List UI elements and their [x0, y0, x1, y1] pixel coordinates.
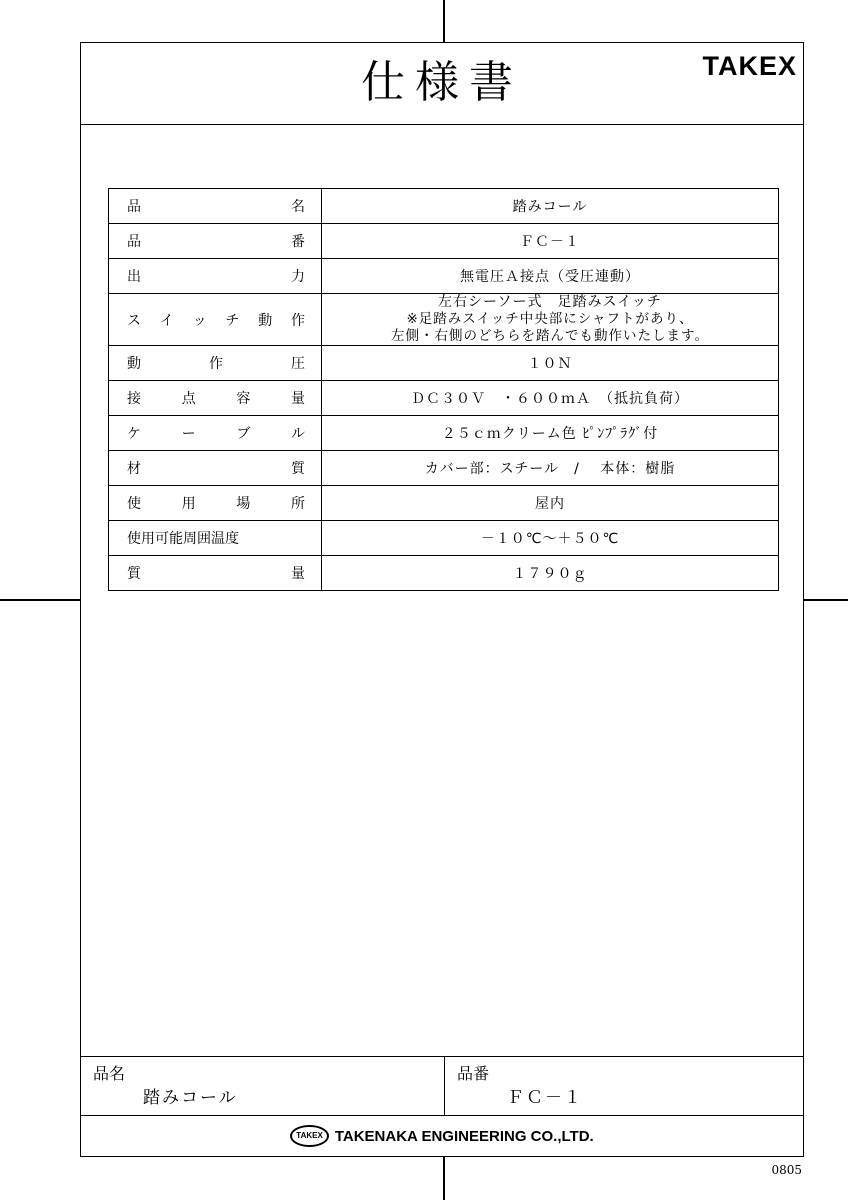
- product-name-cell: [81, 1057, 445, 1116]
- title-block: [81, 1056, 803, 1157]
- spec-value: [322, 556, 779, 591]
- spec-label-char: 圧: [291, 356, 305, 372]
- spec-label-char: 容: [236, 391, 251, 407]
- spec-label-char: イ: [159, 312, 174, 329]
- spec-label-char: 動: [258, 312, 273, 329]
- spec-label-char: チ: [225, 312, 240, 329]
- spec-label-char: 材: [127, 461, 141, 477]
- spec-value-line: 左側・右側のどちらを踏んでも動作いたします。: [391, 328, 709, 344]
- spec-label-char: 質: [291, 461, 305, 477]
- takex-logo: TAKEX: [290, 1125, 329, 1147]
- table-row: [109, 224, 779, 259]
- spec-value: [322, 189, 779, 224]
- spec-value-line: 左右シーソー式 足踏みスイッチ: [438, 294, 662, 310]
- spec-value-line: 踏みコール: [512, 199, 588, 215]
- spec-label-char: 名: [291, 199, 305, 215]
- crop-mark-right: [804, 599, 848, 601]
- spec-value-line: 無電圧Ａ接点（受圧連動）: [460, 269, 640, 285]
- spec-label: [109, 416, 322, 451]
- spec-label-char: ブ: [236, 426, 251, 442]
- spec-value: [322, 451, 779, 486]
- spec-label: [109, 381, 322, 416]
- spec-value: [322, 416, 779, 451]
- table-row: [109, 346, 779, 381]
- table-row: [109, 259, 779, 294]
- table-row: [109, 381, 779, 416]
- spec-label-char: 量: [291, 566, 305, 582]
- spec-value: [322, 521, 779, 556]
- document-code: 0805: [771, 1163, 802, 1177]
- spec-sheet: [80, 42, 804, 1157]
- table-row: [109, 521, 779, 556]
- spec-label-char: 作: [209, 356, 223, 372]
- crop-mark-top: [443, 0, 445, 42]
- spec-label: [109, 224, 322, 259]
- spec-value-line: ＦＣ－１: [520, 234, 580, 250]
- spec-label-char: 点: [181, 391, 196, 407]
- spec-value-line: 屋内: [535, 496, 565, 512]
- spec-value-line: ※足踏みスイッチ中央部にシャフトがあり、: [406, 311, 694, 327]
- spec-label-char: 作: [290, 312, 305, 329]
- spec-label-char: 使: [127, 496, 141, 512]
- product-number-cell: [445, 1057, 803, 1116]
- spec-value: [322, 486, 779, 521]
- spec-label: [109, 259, 322, 294]
- table-row: [109, 416, 779, 451]
- crop-mark-bottom: [443, 1157, 445, 1200]
- spec-label: [109, 294, 322, 346]
- spec-label-char: 場: [236, 496, 251, 512]
- spec-label-char: 品: [127, 234, 141, 250]
- spec-label-char: ル: [290, 426, 305, 442]
- spec-value-line: １０Ｎ: [527, 356, 573, 372]
- spec-label: [109, 521, 322, 556]
- spec-value-line: １７９０ｇ: [512, 566, 588, 582]
- spec-value: [322, 259, 779, 294]
- table-row: [109, 486, 779, 521]
- spec-table: [108, 188, 779, 591]
- spec-value: [322, 381, 779, 416]
- spec-label-char: ー: [181, 426, 196, 442]
- product-number-caption: 品番: [457, 1064, 490, 1083]
- spec-label-char: ケ: [127, 426, 141, 442]
- spec-label-char: 量: [290, 391, 305, 407]
- page-title: 仕様書: [361, 57, 523, 108]
- spec-value-line: －１０℃～＋５０℃: [480, 531, 620, 547]
- spec-label-char: ス: [127, 312, 141, 329]
- brand-logo: TAKEX: [702, 51, 797, 81]
- spec-label: [109, 556, 322, 591]
- spec-label: [109, 451, 322, 486]
- spec-label: [109, 346, 322, 381]
- spec-label-char: 出: [127, 269, 141, 285]
- spec-label-char: 所: [290, 496, 305, 512]
- spec-label-char: 番: [291, 234, 305, 250]
- product-number-value: ＦＣ－１: [507, 1088, 583, 1108]
- crop-mark-left: [0, 599, 80, 601]
- spec-label-char: 用: [181, 496, 196, 512]
- spec-label: [109, 189, 322, 224]
- table-row: [109, 294, 779, 346]
- spec-value-line: ＤＣ３０Ｖ ・６００ｍＡ （抵抗負荷）: [411, 391, 689, 407]
- table-row: [109, 189, 779, 224]
- table-row: [109, 556, 779, 591]
- spec-value: [322, 224, 779, 259]
- spec-value-line: カバー部：スチール / 本体：樹脂: [424, 461, 676, 477]
- product-name-caption: 品名: [93, 1064, 126, 1083]
- spec-label-char: 力: [291, 269, 305, 285]
- spec-value: [322, 294, 779, 346]
- spec-value: [322, 346, 779, 381]
- table-row: [109, 451, 779, 486]
- spec-label-char: 接: [127, 391, 141, 407]
- company-name: TAKENAKA ENGINEERING CO.,LTD.: [334, 1127, 594, 1145]
- spec-value-line: ２５ｃｍクリーム色 ﾋﾟﾝﾌﾟﾗｸﾞ付: [441, 426, 659, 442]
- product-name-value: 踏みコール: [143, 1088, 238, 1108]
- spec-label-char: 品: [127, 199, 141, 215]
- company-line: [81, 1116, 803, 1156]
- spec-label: [109, 486, 322, 521]
- spec-label-char: 動: [127, 356, 141, 372]
- sheet-header: [81, 43, 803, 125]
- spec-label-char: 質: [127, 566, 141, 582]
- spec-label-char: 使用可能周囲温度: [127, 531, 239, 547]
- spec-label-char: ッ: [192, 312, 207, 329]
